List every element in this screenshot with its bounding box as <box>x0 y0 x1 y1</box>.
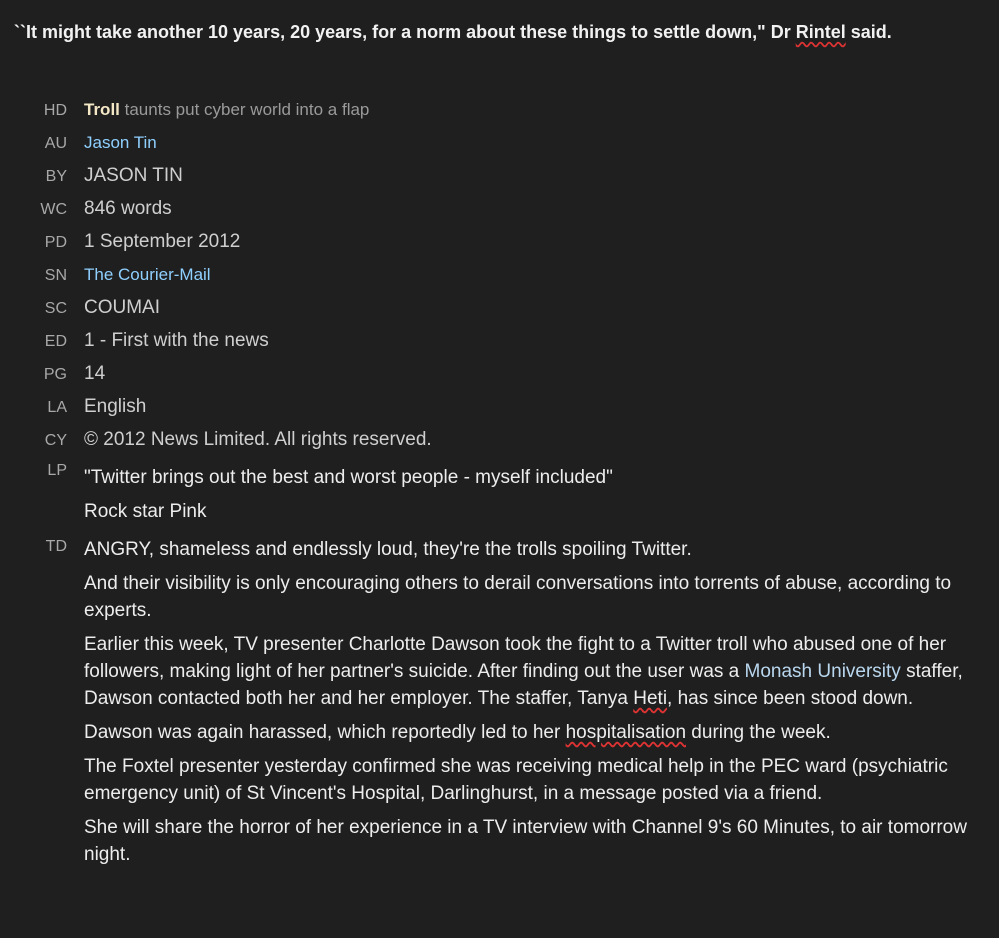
source-name-link[interactable]: The Courier-Mail <box>84 265 211 284</box>
quote-name-rintel: Rintel <box>795 22 846 42</box>
page-number: 14 <box>84 363 106 384</box>
pull-quote <box>14 19 989 46</box>
code-lp: LP <box>47 462 67 479</box>
td-paragraph-2: And their visibility is only encouraging others to derail conversations into torrents of abuse, according to experts. <box>84 573 952 621</box>
code-by: BY <box>45 168 67 185</box>
language: English <box>84 396 147 417</box>
td-paragraph-4 <box>84 719 974 746</box>
td-p3-text-b: staffer, Dawson contacted both her and her employer. The staffer, Tanya <box>84 661 963 709</box>
code-pd: PD <box>44 234 67 251</box>
td-p3-name: Heti <box>633 688 668 709</box>
edition: 1 - First with the news <box>84 330 269 351</box>
code-la: LA <box>47 399 67 416</box>
field-la <box>0 394 999 420</box>
text-body <box>84 536 974 875</box>
code-pg: PG <box>43 366 67 383</box>
code-au: AU <box>44 135 67 152</box>
field-sc <box>0 295 999 321</box>
field-sn <box>0 262 999 288</box>
td-paragraph-6: She will share the horror of her experience in a TV interview with Channel 9's 60 Minutes, to air tomorrow night. <box>84 817 967 865</box>
article-metadata <box>0 97 999 875</box>
lead-paragraph <box>84 460 974 532</box>
publish-date: 1 September 2012 <box>84 231 241 252</box>
field-wc <box>0 196 999 222</box>
td-p3-text-a: Earlier this week, TV presenter Charlotte Dawson took the fight to a Twitter troll who abused one of her followers, making light of her partner's suicide. After finding out the user was a <box>84 634 947 682</box>
author-link[interactable]: Jason Tin <box>84 133 157 152</box>
headline-rest: taunts put cyber world into a flap <box>119 100 370 119</box>
code-td: TD <box>45 538 67 555</box>
code-hd: HD <box>43 102 67 119</box>
field-td <box>0 536 999 875</box>
headline <box>84 97 369 123</box>
lp-paragraph: "Twitter brings out the best and worst people - myself included" <box>84 467 613 488</box>
quote-text-end: said. <box>845 22 892 42</box>
field-pg <box>0 361 999 387</box>
monash-university-link[interactable]: Monash University <box>744 661 901 682</box>
td-paragraph-3 <box>84 631 974 712</box>
td-p4-text-b: during the week. <box>686 722 831 743</box>
code-ed: ED <box>44 333 67 350</box>
code-sn: SN <box>44 267 67 284</box>
field-by <box>0 163 999 189</box>
field-pd <box>0 229 999 255</box>
source-code: COUMAI <box>84 297 160 318</box>
field-ed <box>0 328 999 354</box>
quote-text-start: ``It might take another 10 years, 20 years, for a norm about these things to settle down," Dr <box>14 22 796 42</box>
td-p3-text-c: , has since been stood down. <box>667 688 914 709</box>
td-p4-text-a: Dawson was again harassed, which reportedly led to her <box>84 722 566 743</box>
lp-paragraph: Rock star Pink <box>84 501 207 522</box>
byline: JASON TIN <box>84 165 183 186</box>
headline-highlight: Troll <box>84 100 120 119</box>
code-wc: WC <box>40 201 67 218</box>
word-count: 846 words <box>84 198 172 219</box>
field-hd <box>0 97 999 123</box>
code-sc: SC <box>44 300 67 317</box>
field-lp <box>0 460 999 532</box>
td-paragraph-5: The Foxtel presenter yesterday confirmed she was receiving medical help in the PEC ward (psychiatric emergency unit) of St Vincent's Hospital, Darlinghurst, in a message posted via a friend. <box>84 756 948 804</box>
copyright: © 2012 News Limited. All rights reserved. <box>84 429 432 450</box>
field-au <box>0 130 999 156</box>
field-cy <box>0 427 999 453</box>
code-cy: CY <box>44 432 67 449</box>
td-paragraph-1: ANGRY, shameless and endlessly loud, they're the trolls spoiling Twitter. <box>84 539 692 560</box>
td-p4-word: hospitalisation <box>565 722 687 743</box>
